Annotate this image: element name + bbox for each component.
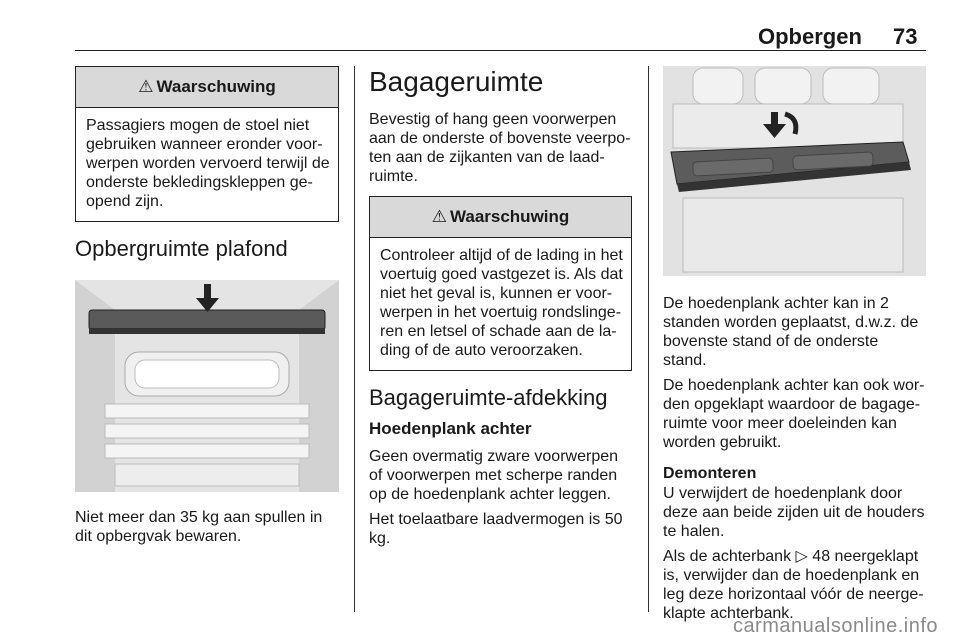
section-heading: Opbergruimte plafond [75,236,288,261]
parcel-shelf-figure [663,66,926,276]
warning-box [369,196,632,371]
column-2 [369,66,632,548]
reference-arrow-icon: ▷ [795,548,808,565]
paragraph: De hoedenplank achter kan in 2 standen worden geplaatst, d.w.z. de bovenste stand of de onderste stand. [663,295,919,369]
warning-title: Waarschuwing [449,207,570,226]
chapter-heading: Bagageruimte [369,66,544,97]
column-divider-2 [648,66,649,612]
subsection-heading: Demonteren [663,465,757,482]
section-heading: Bagageruimte-afdekking [369,385,608,410]
warning-box [75,66,339,222]
ceiling-storage-figure [75,280,339,492]
warning-text: Controleer altijd of de lading in het voertuig goed vastgezet is. Als dat niet het geval is, kunnen er voor-werpen in het voertuig rondslinge-ren en letsel of schade aan de la-ding of de auto veroorzaken. [380,247,623,359]
warning-title: Waarschuwing [156,77,276,96]
column-3 [663,66,926,623]
page-number: 73 [893,24,918,49]
subsection-heading: Hoedenplank achter [369,419,532,438]
warning-text: Passagiers mogen de stoel niet gebruiken wanneer eronder voor-werpen worden vervoerd terwijl de onderste bekledingskleppen ge-opend zijn. [86,117,330,210]
header-divider [75,50,926,51]
warning-header [370,197,631,238]
section-title: Opbergen [758,24,862,49]
paragraph: Als de achterbank ▷ 48 neergeklapt is, verwijder dan de hoedenplank en leg deze horizontaal vóór de neerge-klapte achterbank. [663,548,924,622]
column-1 [75,66,339,546]
paragraph: U verwijdert de hoedenplank door deze aan beide zijden uit de houders te halen. [663,485,925,540]
page-reference-link[interactable]: 48 [812,548,831,565]
warning-triangle-icon: ⚠ [138,77,154,96]
paragraph: De hoedenplank achter kan ook wor-den opgeklapt waardoor de bagage-ruimte voor meer doeleinden kan worden gebruikt. [663,377,925,451]
warning-triangle-icon: ⚠ [431,207,447,226]
watermark: carmanualsonline.info [732,615,938,637]
warning-header [76,67,338,108]
intro-paragraph: Bevestig of hang geen voorwerpen aan de onderste of bovenste veerpo-ten aan de zijkanten van de laad-ruimte. [369,111,631,185]
figure-caption: Niet meer dan 35 kg aan spullen in dit opbergvak bewaren. [75,509,323,545]
paragraph: Het toelaatbare laadvermogen is 50 kg. [369,511,623,547]
paragraph: Geen overmatig zware voorwerpen of voorwerpen met scherpe randen op de hoedenplank achter leggen. [369,448,619,503]
column-divider-1 [354,66,355,612]
